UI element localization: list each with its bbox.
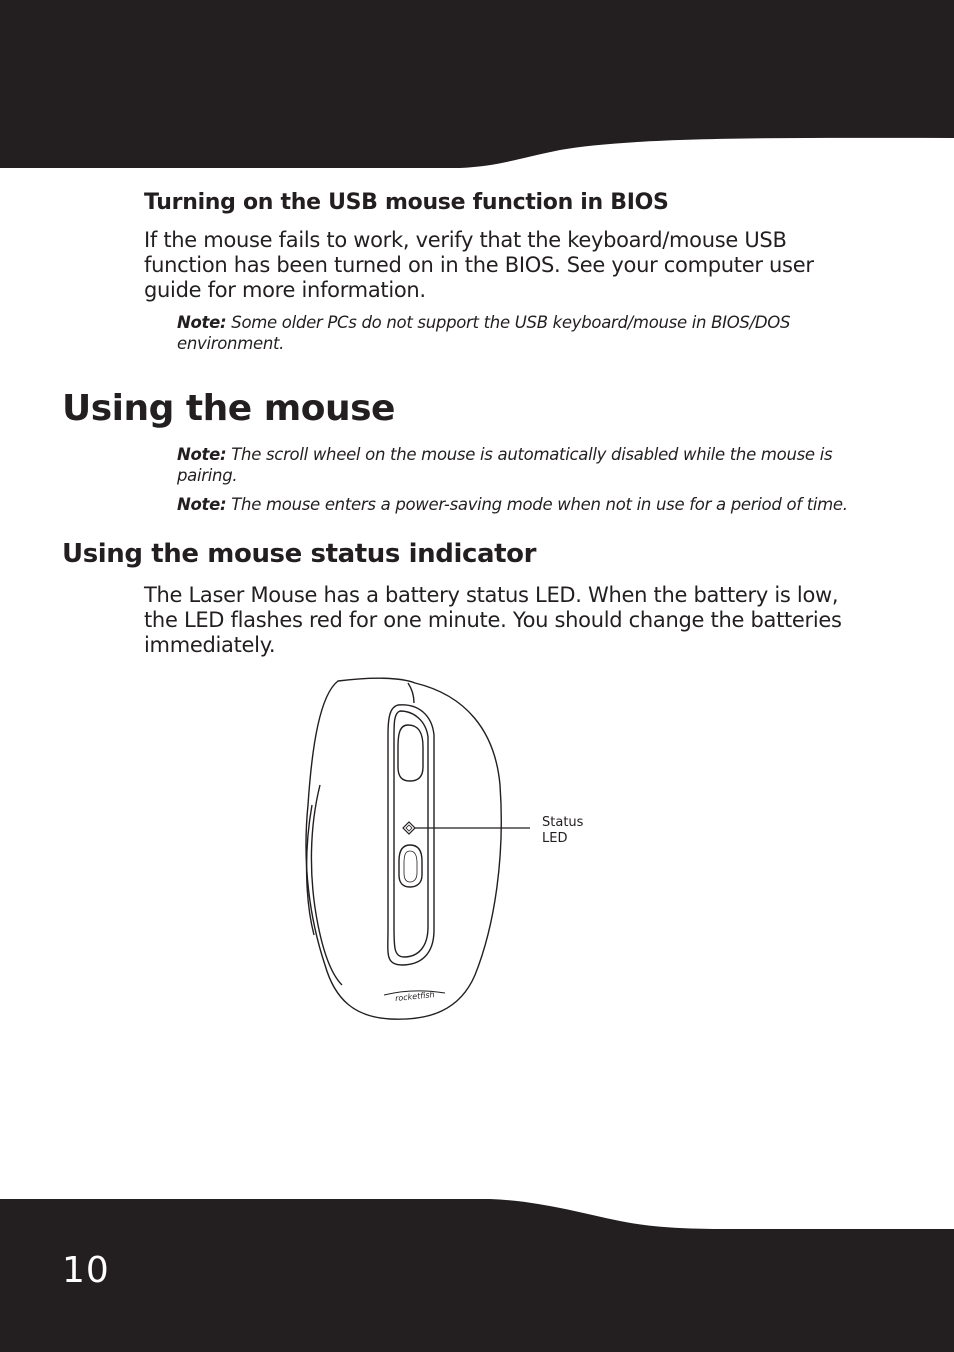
status-paragraph-line-3: immediately. [144,633,276,657]
bios-note [177,312,857,354]
page-title-using-the-mouse: Using the mouse [62,388,395,429]
note-text: The scroll wheel on the mouse is automatically disabled while the mouse is pairing. [177,445,833,485]
note-text: Some older PCs do not support the USB keyboard/mouse in BIOS/DOS environment. [177,313,791,353]
status-paragraph-line-2: the LED flashes red for one minute. You should change the batteries [144,608,842,632]
status-paragraph-line-1: The Laser Mouse has a battery status LED. When the battery is low, [144,583,839,607]
bios-paragraph-line-2: function has been turned on in the BIOS. See your computer user [144,253,814,277]
section-title-status-indicator: Using the mouse status indicator [62,539,537,569]
note-text: The mouse enters a power-saving mode when not in use for a period of time. [226,495,848,514]
page-number: 10 [62,1250,110,1291]
note-label: Note: [177,495,227,514]
footer-band [0,1195,954,1352]
callout-label-line-2: LED [542,831,568,846]
pairing-note [177,444,857,486]
callout-label-line-1: Status [542,815,584,830]
brand-logo: rocketfish [394,989,435,1004]
power-saving-note [177,494,857,515]
note-label: Note: [177,313,227,332]
header-band [0,0,954,170]
bios-paragraph-line-3: guide for more information. [144,278,426,302]
note-label: Note: [177,445,227,464]
status-led-callout [542,815,602,847]
bios-paragraph-line-1: If the mouse fails to work, verify that the keyboard/mouse USB [144,228,787,252]
section-title-bios: Turning on the USB mouse function in BIOS [144,190,669,215]
mouse-illustration [290,675,610,1030]
